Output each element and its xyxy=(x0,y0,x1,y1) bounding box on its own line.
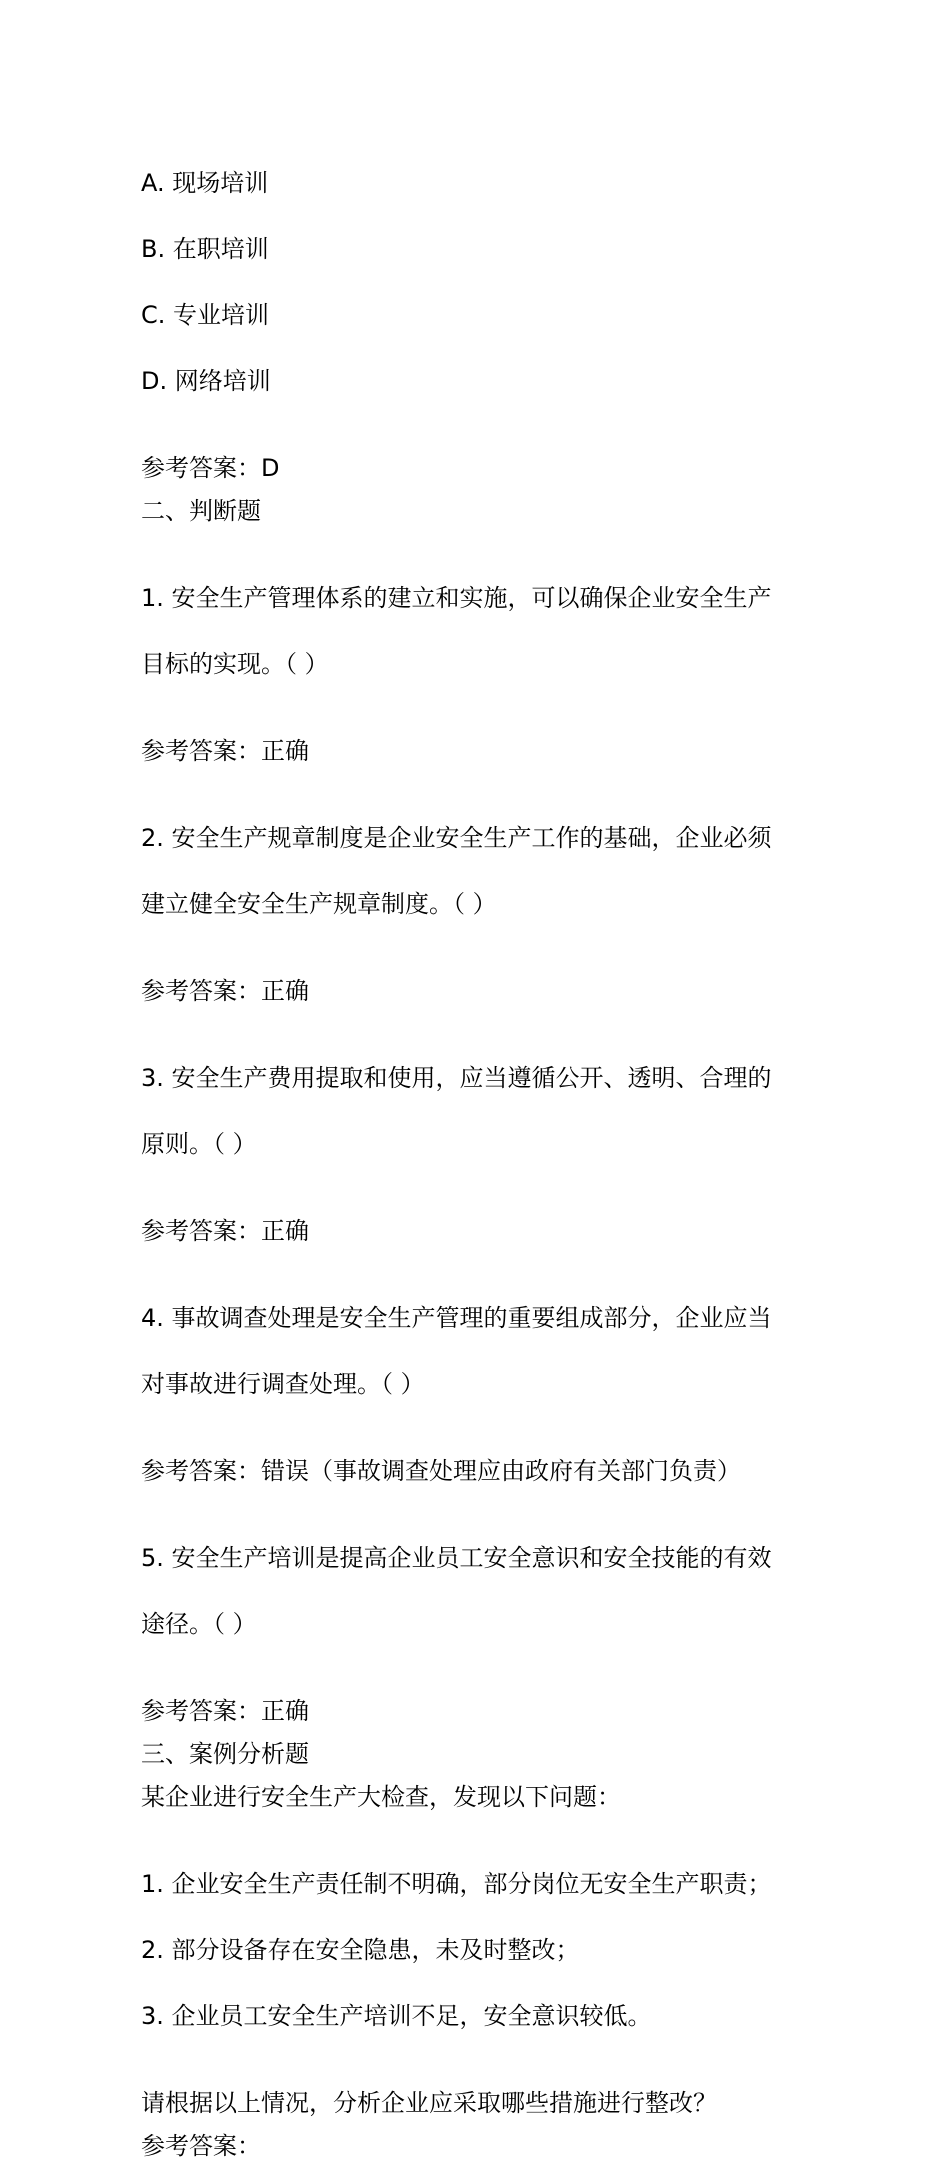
judgment-2-line-1: 2. 安全生产规章制度是企业安全生产工作的基础，企业必须 xyxy=(141,824,772,852)
document-content xyxy=(141,128,801,2160)
judgment-3-line-1: 3. 安全生产费用提取和使用，应当遵循公开、透明、合理的 xyxy=(141,1064,772,1092)
case-problems-list xyxy=(141,1829,801,2071)
judgment-2-line-2: 建立健全安全生产规章制度。（ ） xyxy=(141,890,497,918)
judgment-3-answer: 参考答案：正确 xyxy=(141,1217,309,1245)
judgment-1-answer: 参考答案：正确 xyxy=(141,737,309,765)
judgment-5-question xyxy=(141,1503,801,1679)
section3-title: 三、案例分析题 xyxy=(141,1740,309,1768)
option-a: A. 现场培训 xyxy=(141,169,269,197)
judgment-4-line-2: 对事故进行调查处理。（ ） xyxy=(141,1370,425,1398)
judgment-4-answer: 参考答案：错误（事故调查处理应由政府有关部门负责） xyxy=(141,1457,741,1485)
judgment-5-answer: 参考答案：正确 xyxy=(141,1697,309,1725)
option-b: B. 在职培训 xyxy=(141,235,269,263)
option-d: D. 网络培训 xyxy=(141,367,271,395)
judgment-4-line-1: 4. 事故调查处理是安全生产管理的重要组成部分，企业应当 xyxy=(141,1304,772,1332)
case-problem-3: 3. 企业员工安全生产培训不足，安全意识较低。 xyxy=(141,2002,652,2030)
answer-prev: 参考答案：D xyxy=(141,454,280,482)
option-c: C. 专业培训 xyxy=(141,301,270,329)
case-problem-2: 2. 部分设备存在安全隐患，未及时整改； xyxy=(141,1936,580,1964)
judgment-1-question xyxy=(141,543,801,719)
judgment-1-line-1: 1. 安全生产管理体系的建立和实施，可以确保企业安全生产 xyxy=(141,584,772,612)
case-answer: 参考答案： xyxy=(141,2132,261,2160)
judgment-2-question xyxy=(141,783,801,959)
case-problem-1: 1. 企业安全生产责任制不明确，部分岗位无安全生产职责； xyxy=(141,1870,772,1898)
case-intro: 某企业进行安全生产大检查，发现以下问题： xyxy=(141,1783,621,1811)
judgment-2-answer: 参考答案：正确 xyxy=(141,977,309,1005)
judgment-1-line-2: 目标的实现。（ ） xyxy=(141,650,329,678)
judgment-3-question xyxy=(141,1023,801,1199)
judgment-3-line-2: 原则。（ ） xyxy=(141,1130,257,1158)
case-question: 请根据以上情况，分析企业应采取哪些措施进行整改？ xyxy=(141,2089,717,2117)
judgment-4-question xyxy=(141,1263,801,1439)
section2-title: 二、判断题 xyxy=(141,497,261,525)
judgment-5-line-2: 途径。（ ） xyxy=(141,1610,257,1638)
judgment-5-line-1: 5. 安全生产培训是提高企业员工安全意识和安全技能的有效 xyxy=(141,1544,772,1572)
options-list xyxy=(141,128,801,436)
